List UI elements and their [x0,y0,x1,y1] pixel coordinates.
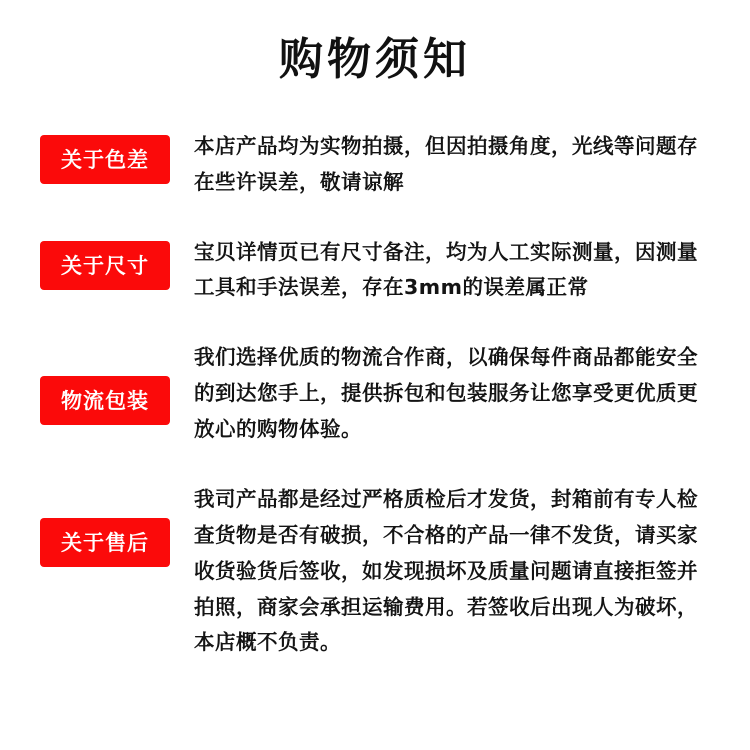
section-tag-logistics-packaging: 物流包装 [40,376,170,425]
section-text-after-sales: 我司产品都是经过严格质检后才发货，封箱前有专人检查货物是否有破损，不合格的产品一律不发货，请买家收货验货后签收，如发现损坏及质量问题请直接拒签并拍照，商家会承担运输费用。若签收后出现人为破坏，本店概不负责。 [194,486,698,655]
section-tag-after-sales: 关于售后 [40,518,170,567]
section-text-size: 宝贝详情页已有尺寸备注，均为人工实际测量，因测量工具和手法误差，存在3mm的误差属正常 [194,239,698,300]
section-tag-size: 关于尺寸 [40,241,170,290]
section-tag-color-difference: 关于色差 [40,135,170,184]
notice-section-size [40,235,716,307]
page-title: 购物须知 [279,34,471,85]
section-text-color-difference: 本店产品均为实物拍摄，但因拍摄角度，光线等问题存在些许误差，敬请谅解 [194,133,698,194]
notice-section-logistics-packaging [40,340,716,448]
notice-section-after-sales [40,482,716,661]
section-text-logistics-packaging: 我们选择优质的物流合作商，以确保每件商品都能安全的到达您手上，提供拆包和包装服务让您享受更优质更放心的购物体验。 [194,345,698,442]
notice-sections [0,129,750,662]
notice-section-color-difference [40,129,716,201]
